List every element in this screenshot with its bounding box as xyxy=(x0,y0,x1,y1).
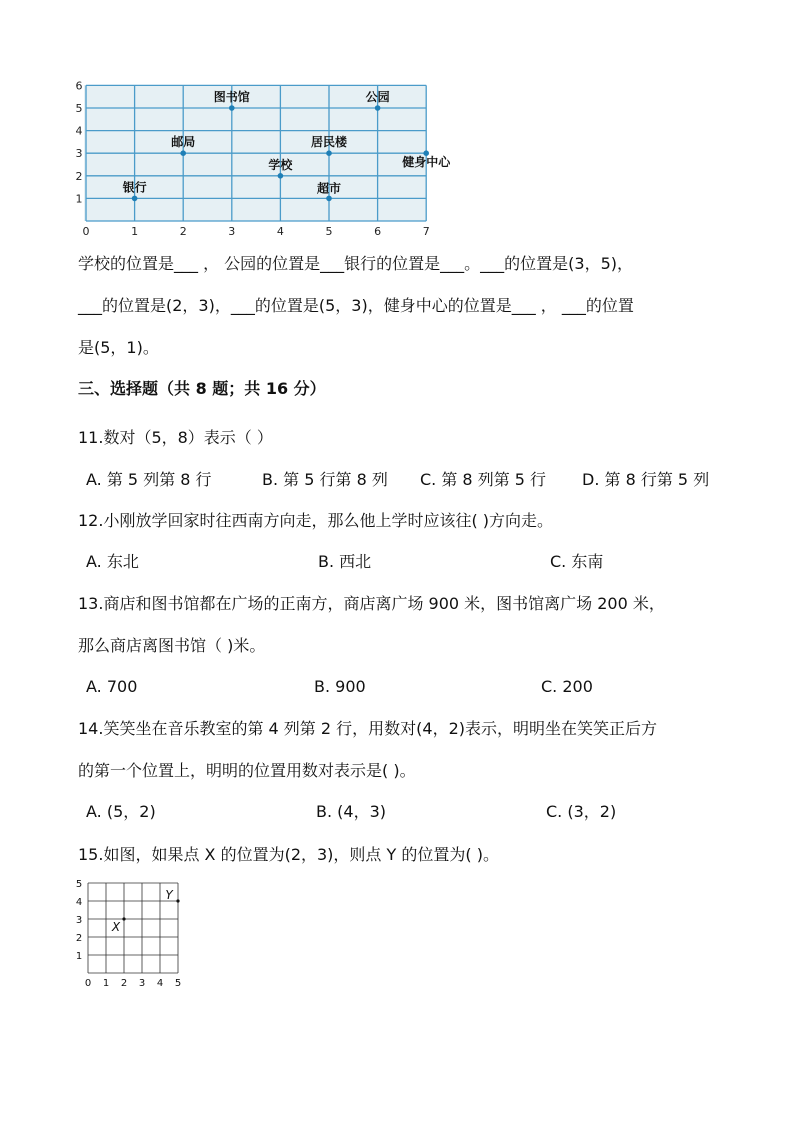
fill-line-1: 学校的位置是___ ， 公园的位置是___银行的位置是___。___的位置是(3，5)， xyxy=(78,254,634,273)
q14-option-c[interactable]: C. (3，2) xyxy=(546,802,617,821)
q13-option-c[interactable]: C. 200 xyxy=(541,677,593,696)
grid-x-tick: 2 xyxy=(120,978,128,989)
map-x-tick: 2 xyxy=(179,225,187,238)
q12-option-b[interactable]: B. 西北 xyxy=(318,552,372,571)
map-place-label: 居民楼 xyxy=(310,135,348,150)
grid-point xyxy=(176,899,179,902)
map-place-label: 银行 xyxy=(122,180,147,195)
map-x-tick: 4 xyxy=(276,225,284,238)
question-14-cont: 的第一个位置上，明明的位置用数对表示是( )。 xyxy=(78,761,416,780)
grid-x-tick: 5 xyxy=(174,978,182,989)
map-point xyxy=(375,105,381,111)
map-y-tick: 2 xyxy=(75,169,83,183)
q13-option-b[interactable]: B. 900 xyxy=(314,677,366,696)
question-12: 12.小刚放学回家时往西南方向走，那么他上学时应该往( )方向走。 xyxy=(78,511,554,530)
q11-option-c[interactable]: C. 第 8 列第 5 行 xyxy=(420,470,547,489)
map-x-tick: 7 xyxy=(422,225,430,238)
map-point xyxy=(229,105,235,111)
map-point xyxy=(326,150,332,156)
map-point xyxy=(278,173,284,179)
map-point xyxy=(180,150,186,156)
map-x-tick: 5 xyxy=(325,225,333,238)
map-y-tick: 6 xyxy=(75,80,83,93)
fill-line-3: 是(5，1)。 xyxy=(78,338,159,357)
q12-option-c[interactable]: C. 东南 xyxy=(550,552,604,571)
map-place-label: 图书馆 xyxy=(213,90,250,104)
grid-point xyxy=(122,917,125,920)
map-x-tick: 1 xyxy=(131,225,139,238)
grid-y-tick: 4 xyxy=(75,897,83,908)
q13-option-a[interactable]: A. 700 xyxy=(86,677,138,696)
map-place-label: 公园 xyxy=(365,90,390,104)
grid-point-label: Y xyxy=(165,888,173,902)
map-place-label: 学校 xyxy=(268,157,293,172)
q12-option-a[interactable]: A. 东北 xyxy=(86,552,139,571)
question-11: 11.数对（5，8）表示（ ） xyxy=(78,428,273,447)
map-y-tick: 1 xyxy=(75,192,83,206)
section-title: 三、选择题（共 8 题；共 16 分） xyxy=(78,379,326,398)
grid-figure xyxy=(70,880,190,992)
grid-figure-points xyxy=(111,888,180,934)
question-13-cont: 那么商店离图书馆（ )米。 xyxy=(78,636,266,655)
question-15: 15.如图，如果点 X 的位置为(2，3)，则点 Y 的位置为( )。 xyxy=(78,845,499,864)
grid-y-tick: 2 xyxy=(75,933,83,944)
grid-x-tick: 1 xyxy=(102,978,110,989)
grid-x-tick: 3 xyxy=(138,978,146,989)
grid-x-tick: 0 xyxy=(84,978,92,989)
map-y-tick: 4 xyxy=(75,124,83,138)
q14-option-b[interactable]: B. (4，3) xyxy=(316,802,386,821)
grid-x-tick: 4 xyxy=(156,978,164,989)
question-13: 13.商店和图书馆都在广场的正南方，商店离广场 900 米，图书馆离广场 200 米， xyxy=(78,594,665,613)
grid-y-tick: 1 xyxy=(75,951,83,962)
map-point xyxy=(132,196,138,202)
map-x-tick: 3 xyxy=(228,225,236,238)
map-x-tick: 0 xyxy=(82,225,90,238)
question-14: 14.笑笑坐在音乐教室的第 4 列第 2 行，用数对(4，2)表示，明明坐在笑笑正后方 xyxy=(78,719,657,738)
grid-y-tick: 5 xyxy=(75,880,83,890)
map-figure xyxy=(70,80,470,240)
map-place-label: 超市 xyxy=(316,181,342,196)
q14-option-a[interactable]: A. (5，2) xyxy=(86,802,156,821)
map-place-label: 健身中心 xyxy=(402,155,451,170)
fill-line-2: ___的位置是(2，3)，___的位置是(5，3)，健身中心的位置是___ ， ___的位置 xyxy=(78,296,634,315)
map-place-label: 邮局 xyxy=(171,135,196,150)
q11-option-d[interactable]: D. 第 8 行第 5 列 xyxy=(582,470,710,489)
q11-option-a[interactable]: A. 第 5 列第 8 行 xyxy=(86,470,212,489)
map-y-tick: 5 xyxy=(75,102,83,115)
map-point xyxy=(326,196,332,202)
map-y-tick: 3 xyxy=(75,147,83,161)
grid-y-tick: 3 xyxy=(75,915,83,926)
grid-point-label: X xyxy=(111,920,121,934)
q11-option-b[interactable]: B. 第 5 行第 8 列 xyxy=(262,470,388,489)
map-x-tick: 6 xyxy=(374,225,382,238)
